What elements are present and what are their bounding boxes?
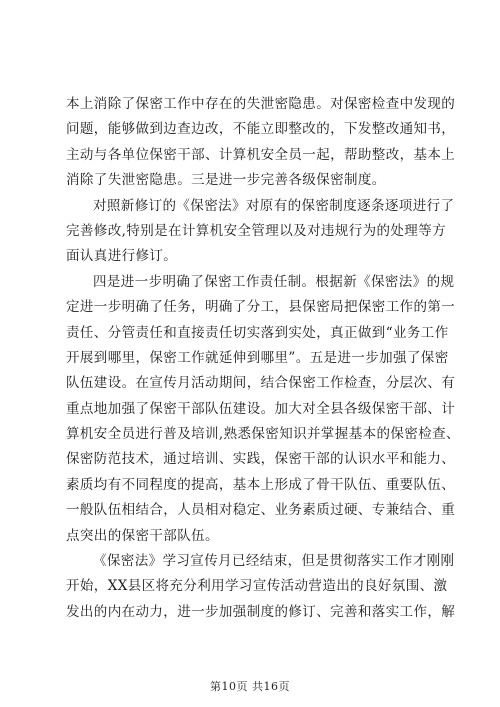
text-line: 《保密法》学习宣传月已经结束，但是贯彻落实工作才刚刚 bbox=[93, 553, 455, 570]
text-line: 一般队伍相结合，人员相对稳定、业务素质过硬、专兼结合、重 bbox=[66, 502, 456, 519]
text-line: 四是进一步明确了保密工作责任制。根据新《保密法》的规 bbox=[93, 273, 455, 290]
text-line: 发出的内在动力，进一步加强制度的修订、完善和落实工作，解 bbox=[66, 603, 456, 620]
text-line: 保密防范技术，通过培训、实践，保密干部的认识水平和能力、 bbox=[66, 451, 456, 468]
text-line: 完善修改,特别是在计算机安全管理以及对违规行为的处理等方 bbox=[66, 222, 446, 239]
text-line: 素质均有不同程度的提高，基本上形成了骨干队伍、重要队伍、 bbox=[66, 476, 456, 493]
text-line: 问题，能够做到边查边改，不能立即整改的，下发整改通知书， bbox=[66, 121, 456, 138]
text-line: 面认真进行修订。 bbox=[66, 248, 178, 265]
paragraph-2 bbox=[66, 194, 455, 270]
text-line: 队伍建设。在宣传月活动期间，结合保密工作检查，分层次、有 bbox=[66, 375, 456, 392]
text-line: 开展到哪里，保密工作就延伸到哪里”。五是进一步加强了保密 bbox=[66, 349, 449, 366]
paragraph-1 bbox=[66, 92, 456, 194]
text-line: 主动与各单位保密干部、计算机安全员一起，帮助整改，基本上 bbox=[66, 146, 456, 163]
page-number-label: 第10页 共16页 bbox=[210, 680, 290, 693]
text-line: 对照新修订的《保密法》对原有的保密制度逐条逐项进行了 bbox=[93, 197, 455, 214]
text-line: 定进一步明确了任务，明确了分工，县保密局把保密工作的第一 bbox=[66, 299, 456, 316]
document-body bbox=[66, 92, 460, 625]
page-footer bbox=[0, 678, 500, 694]
text-line: 本上消除了保密工作中存在的失泄密隐患。对保密检查中发现的 bbox=[66, 96, 456, 112]
text-line: 责任、分管责任和直接责任切实落到实处，真正做到“业务工作 bbox=[66, 324, 449, 341]
text-line: 算机安全员进行普及培训,熟悉保密知识并掌握基本的保密检查、 bbox=[66, 426, 460, 443]
text-line: 消除了失泄密隐患。三是进一步完善各级保密制度。 bbox=[66, 172, 386, 189]
paragraph-4 bbox=[66, 549, 456, 625]
text-line: 开始，XX县区将充分利用学习宣传活动营造出的良好氛围、激 bbox=[66, 578, 448, 595]
text-line: 重点地加强了保密干部队伍建设。加大对全县各级保密干部、计 bbox=[66, 400, 456, 417]
paragraph-3 bbox=[66, 270, 460, 549]
text-line: 点突出的保密干部队伍。 bbox=[66, 527, 219, 544]
